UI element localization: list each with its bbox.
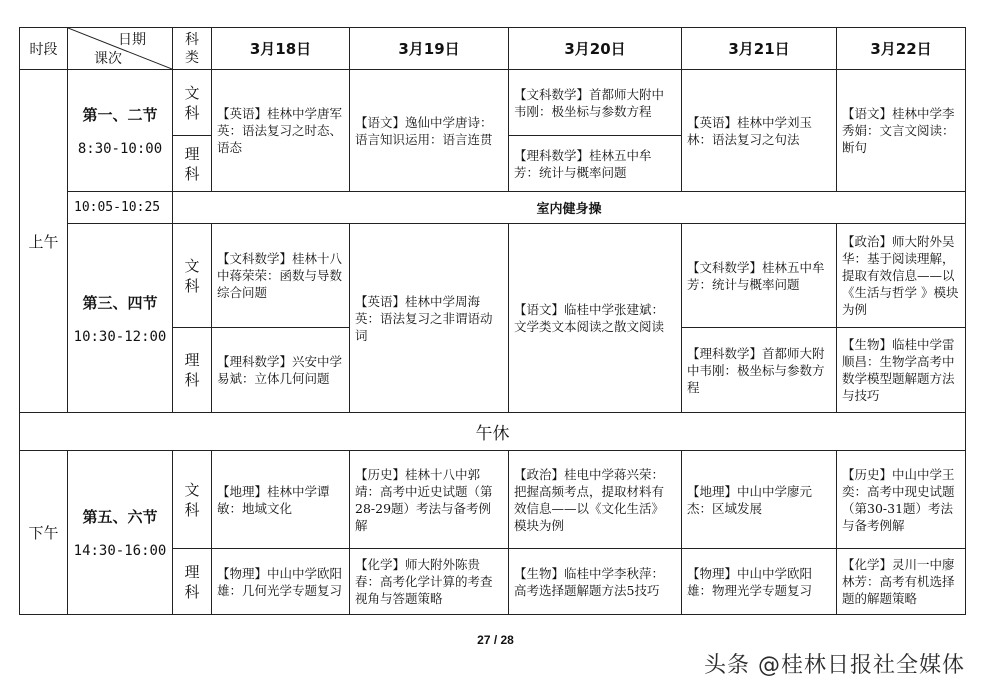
- course-mar21-pm-wen: 【地理】中山中学廖元杰：区域发展: [682, 451, 837, 549]
- track-li: [173, 136, 212, 192]
- date-3: 3月20日: [509, 28, 682, 70]
- course-mar22-block1: 【语文】桂林中学李秀娟：文言文阅读：断句: [837, 70, 966, 192]
- course-mar18-pm-li: 【物理】中山中学欧阳雄：几何光学专题复习: [212, 549, 350, 615]
- header-date-label: 日期: [118, 32, 146, 48]
- course-mar18-pm-wen: 【地理】桂林中学谭敏：地域文化: [212, 451, 350, 549]
- course-mar19-pm-wen: 【历史】桂林十八中郭靖：高考中近史试题（第28-29题）考法与备考例解: [350, 451, 509, 549]
- course-mar21-block2-wen: 【文科数学】桂林五中牟芳：统计与概率问题: [682, 224, 837, 328]
- afternoon-wen-row: [20, 451, 966, 549]
- course-mar19-block1: 【语文】逸仙中学唐诗：语言知识运用：语言连贯: [350, 70, 509, 192]
- exercise-row: [20, 192, 966, 224]
- course-mar18-block1: 【英语】桂林中学唐军英：语法复习之时态、语态: [212, 70, 350, 192]
- period-block1-time: 8:30-10:00: [77, 141, 163, 157]
- track-wen-label: 文科: [184, 256, 200, 295]
- course-mar21-block2-li: 【理科数学】首都师大附中韦刚：极坐标与参数方程: [682, 328, 837, 413]
- period-block3-name: 第五、六节: [82, 508, 158, 526]
- schedule-table: [19, 27, 966, 615]
- period-block3: [68, 451, 173, 615]
- track-li-label: 理科: [184, 144, 200, 183]
- track-wen: [173, 70, 212, 136]
- course-mar20-block1-li: 【理科数学】桂林五中牟芳：统计与概率问题: [509, 136, 682, 192]
- track-wen: [173, 451, 212, 549]
- session-morning: 上午: [20, 70, 68, 413]
- track-li-label: 理科: [184, 562, 200, 601]
- course-mar18-block2-wen: 【文科数学】桂林十八中蒋荣荣：函数与导数综合问题: [212, 224, 350, 328]
- exercise-time: 10:05-10:25: [68, 192, 173, 224]
- period-block2-time: 10:30-12:00: [73, 328, 167, 345]
- header-session-label: 时段: [29, 41, 58, 58]
- track-li: [173, 328, 212, 413]
- morning-block2-wen-row: [20, 224, 966, 328]
- course-mar21-pm-li: 【物理】中山中学欧阳雄：物理光学专题复习: [682, 549, 837, 615]
- course-mar20-block2: 【语文】临桂中学张建斌：文学类文本阅读之散文阅读: [509, 224, 682, 413]
- exercise-label: 室内健身操: [173, 192, 966, 224]
- morning-block1-wen-row: [20, 70, 966, 136]
- session-afternoon: 下午: [20, 451, 68, 615]
- course-mar21-block1: 【英语】桂林中学刘玉林：语法复习之句法: [682, 70, 837, 192]
- course-mar19-pm-li: 【化学】师大附外陈贵春：高考化学计算的考查视角与答题策略: [350, 549, 509, 615]
- course-mar18-block2-li: 【理科数学】兴安中学易斌：立体几何问题: [212, 328, 350, 413]
- track-wen-label: 文科: [184, 480, 200, 519]
- noon-break: 午休: [20, 413, 966, 451]
- noon-row: [20, 413, 966, 451]
- header-session: [20, 28, 68, 70]
- date-5: 3月22日: [837, 28, 966, 70]
- period-block3-time: 14:30-16:00: [73, 543, 167, 559]
- period-block2: [68, 224, 173, 413]
- header-row: [20, 28, 966, 70]
- track-wen: [173, 224, 212, 328]
- period-block1: [68, 70, 173, 192]
- course-mar22-block2-li: 【生物】临桂中学雷顺昌：生物学高考中数学模型题解题方法与技巧: [837, 328, 966, 413]
- course-mar20-block1-wen: 【文科数学】首都师大附中韦刚：极坐标与参数方程: [509, 70, 682, 136]
- course-mar20-pm-wen: 【政治】桂电中学蒋兴荣：把握高频考点，提取材料有效信息——以《文化生活》模块为例: [509, 451, 682, 549]
- track-li: [173, 549, 212, 615]
- date-1: 3月18日: [212, 28, 350, 70]
- course-mar22-block2-wen: 【政治】师大附外吴华：基于阅读理解，提取有效信息——以《生活与哲学 》模块为例: [837, 224, 966, 328]
- course-mar20-pm-li: 【生物】临桂中学李秋萍：高考选择题解题方法5技巧: [509, 549, 682, 615]
- header-diagonal: [68, 28, 173, 70]
- course-mar22-pm-wen: 【历史】中山中学王奕：高考中现史试题（第30-31题）考法与备考例解: [837, 451, 966, 549]
- course-mar22-pm-li: 【化学】灵川一中廖林芳：高考有机选择题的解题策略: [837, 549, 966, 615]
- watermark: 头条 @桂林日报社全媒体: [704, 653, 965, 678]
- course-mar19-block2: 【英语】桂林中学周海英：语法复习之非谓语动词: [350, 224, 509, 413]
- track-li-label: 理科: [184, 351, 200, 389]
- period-block2-name: 第三、四节: [82, 293, 158, 312]
- header-period-label: 课次: [94, 51, 122, 67]
- date-2: 3月19日: [350, 28, 509, 70]
- page-number: 27 / 28: [477, 633, 514, 647]
- date-4: 3月21日: [682, 28, 837, 70]
- header-track-label: 科类: [185, 31, 199, 66]
- header-track: [173, 28, 212, 70]
- period-block1-name: 第一、二节: [82, 106, 158, 124]
- track-wen-label: 文科: [184, 83, 200, 122]
